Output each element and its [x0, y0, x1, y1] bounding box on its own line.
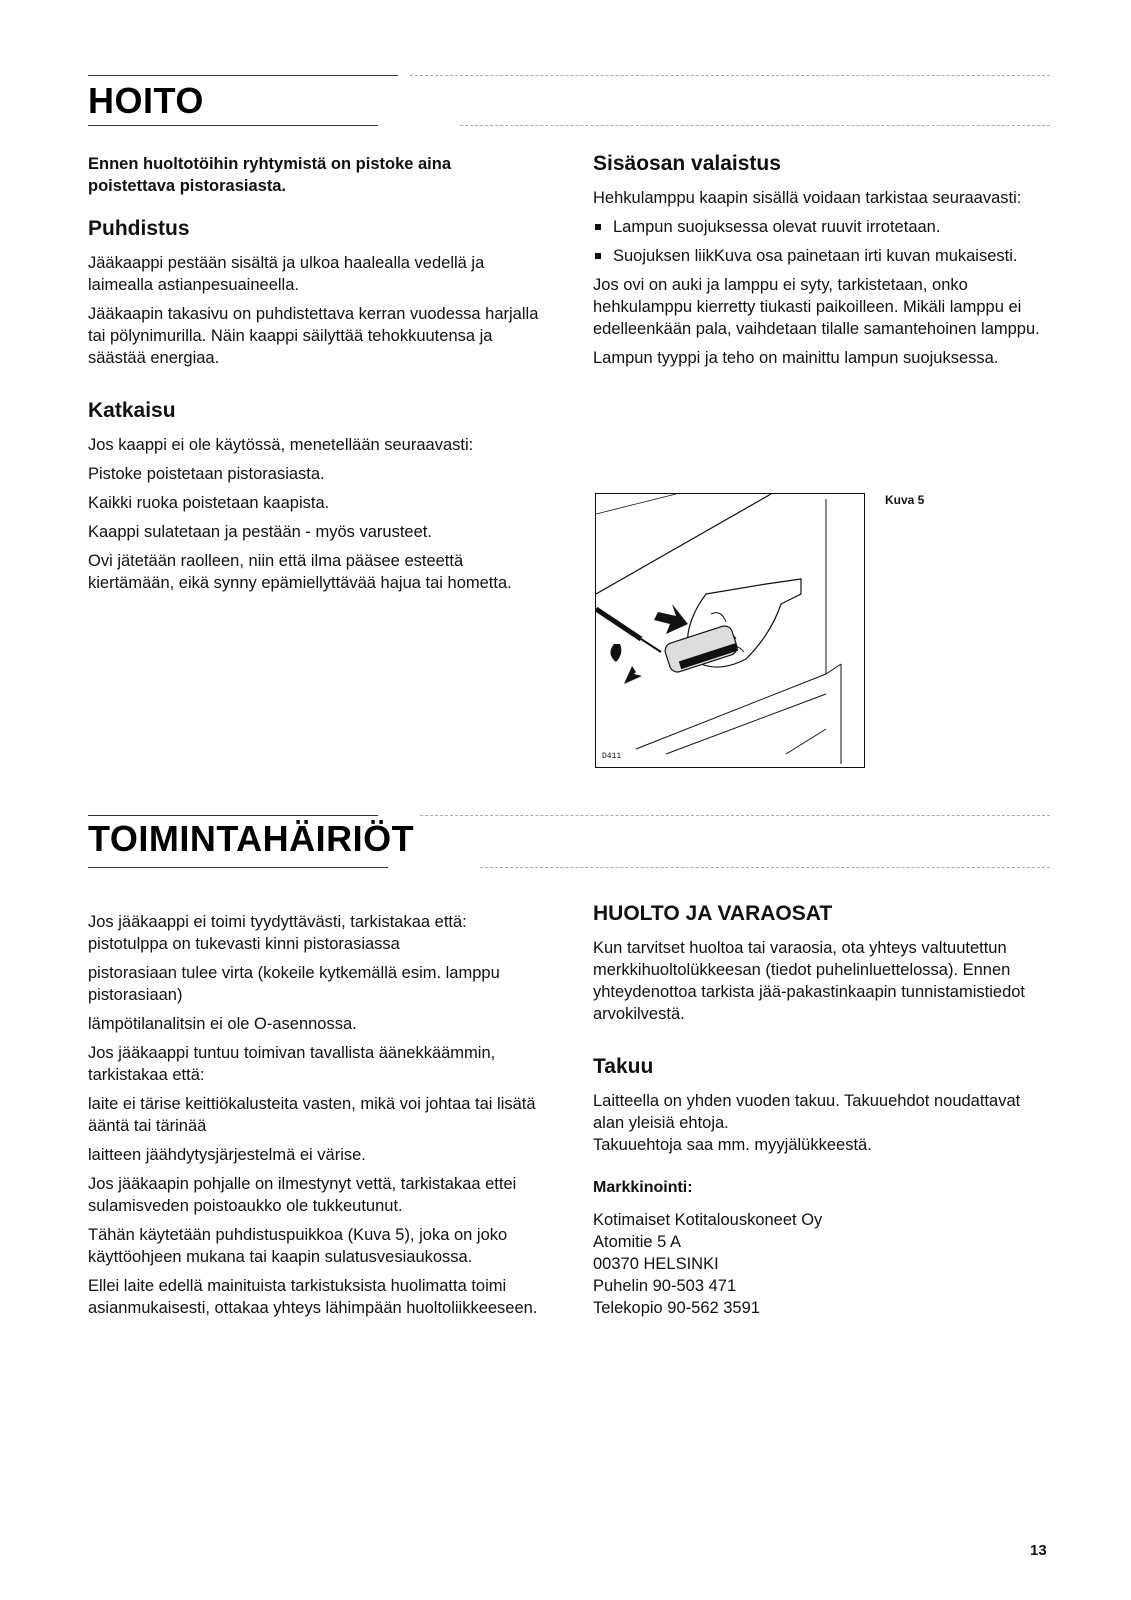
takuu-line: Takuuehtoja saa mm. myyjälükkeestä. — [593, 1136, 872, 1154]
huolto-heading: HUOLTO JA VARAOSAT — [593, 902, 833, 925]
markkinointi-line: Telekopio 90-562 3591 — [593, 1299, 760, 1317]
katkaisu-paragraph: Pistoke poistetaan pistorasiasta. — [88, 465, 325, 483]
toimintahairiot-column — [88, 911, 540, 1326]
hairio-paragraph: Ellei laite edellä mainituista tarkistuksista huolimatta toimi asianmukaisesti, ottakaa yhteys lähimpään huoltoliikkeeseen. — [88, 1277, 538, 1317]
valaistus-column — [593, 153, 1045, 376]
hoito-intro: Ennen huoltotöihin ryhtymistä on pistoke aina poistettava pistorasiasta. — [88, 155, 452, 195]
markkinointi-line: Kotimaiset Kotitalouskoneet Oy — [593, 1211, 823, 1229]
page-number: 13 — [1030, 1542, 1047, 1559]
list-item: Lampun suojuksessa olevat ruuvit irrotetaan. — [593, 216, 1045, 238]
valaistus-paragraph: Jos ovi on auki ja lamppu ei syty, tarkistetaan, onko hehkulamppu kierretty tiukasti paikoilleen. Mikäli lamppu ei edelleenkään pala, vaihdetaan tilalle samantehoinen lamppu. — [593, 276, 1040, 338]
takuu-heading: Takuu — [593, 1055, 654, 1078]
valaistus-paragraph: Lampun tyyppi ja teho on mainittu lampun suojuksessa. — [593, 349, 999, 367]
hoito-bottom-rule-dotted — [460, 125, 1050, 126]
hairio-paragraph: pistorasiaan tulee virta (kokeile kytkemällä esim. lamppu pistorasiaan) — [88, 964, 500, 1004]
markkinointi-heading: Markkinointi: — [593, 1179, 693, 1196]
hairio-paragraph: lämpötilanalitsin ei ole O-asennossa. — [88, 1015, 357, 1033]
takuu-line: Laitteella on yhden vuoden takuu. Takuuehdot noudattavat alan yleisiä ehtoja. — [593, 1092, 1021, 1132]
katkaisu-paragraph: Kaappi sulatetaan ja pestään - myös varusteet. — [88, 523, 432, 541]
toimintahairiot-bottom-rule — [88, 867, 388, 868]
hairio-paragraph: laite ei tärise keittiökalusteita vasten, mikä voi johtaa tai lisätä ääntä tai tärinää — [88, 1095, 536, 1135]
hoito-top-rule-dotted — [410, 75, 1050, 76]
figure-code: D411 — [602, 752, 622, 761]
puhdistus-paragraph: Jääkaappi pestään sisältä ja ulkoa haalealla vedellä ja laimealla astianpesuaineella. — [88, 254, 485, 294]
huolto-column — [593, 903, 1045, 1319]
hoito-left-column — [88, 153, 540, 601]
katkaisu-paragraph: Kaikki ruoka poistetaan kaapista. — [88, 494, 330, 512]
hoito-title: HOITO — [88, 80, 204, 121]
hairio-paragraph: Jos jääkaappi tuntuu toimivan tavallista äänekkäämmin, tarkistakaa että: — [88, 1044, 496, 1084]
valaistus-intro: Hehkulamppu kaapin sisällä voidaan tarkistaa seuraavasti: — [593, 189, 1022, 207]
valaistus-heading: Sisäosan valaistus — [593, 152, 781, 175]
figure-caption: Kuva 5 — [885, 493, 925, 507]
puhdistus-paragraph: Jääkaapin takasivu on puhdistettava kerran vuodessa harjalla tai pölynimurilla. Näin kaappi säilyttää tehokkuutensa ja säästää energiaa. — [88, 305, 539, 367]
lamp-cover-illustration — [596, 494, 865, 768]
toimintahairiot-bottom-rule-dotted — [480, 867, 1050, 868]
katkaisu-paragraph: Ovi jätetään raolleen, niin että ilma pääsee esteettä kiertämään, eikä synny epämiellyttävää hajua tai hometta. — [88, 552, 512, 592]
bullet-icon — [595, 224, 601, 230]
markkinointi-line: 00370 HELSINKI — [593, 1255, 719, 1273]
hoito-bottom-rule — [88, 125, 378, 126]
hairio-paragraph: Tähän käytetään puhdistuspuikkoa (Kuva 5), joka on joko käyttöohjeen mukana tai kaapin sulatusvesiaukossa. — [88, 1226, 508, 1266]
toimintahairiot-title: TOIMINTAHÄIRIÖT — [88, 818, 415, 859]
markkinointi-line: Puhelin 90-503 471 — [593, 1277, 737, 1295]
hairio-paragraph: laitteen jäähdytysjärjestelmä ei värise. — [88, 1146, 366, 1164]
puhdistus-heading: Puhdistus — [88, 217, 190, 240]
list-item: Suojuksen liikKuva osa painetaan irti kuvan mukaisesti. — [593, 245, 1045, 267]
bullet-icon — [595, 253, 601, 259]
toimintahairiot-top-rule-dotted — [420, 815, 1050, 816]
lamp-cover-figure — [595, 493, 865, 768]
markkinointi-line: Atomitie 5 A — [593, 1233, 682, 1251]
hairio-paragraph: Jos jääkaappi ei toimi tyydyttävästi, tarkistakaa että: pistotulppa on tukevasti kinni pistorasiassa — [88, 913, 467, 953]
toimintahairiot-top-rule — [88, 815, 378, 816]
valaistus-bullet-list — [593, 216, 1045, 267]
huolto-paragraph: Kun tarvitset huoltoa tai varaosia, ota yhteys valtuutettun merkkihuoltolükkeesan (tiedot puhelinluettelossa). Ennen yhteydenottoa tarkista jää-pakastinkaapin tunnistamistiedot arvokilvestä. — [593, 939, 1026, 1023]
katkaisu-heading: Katkaisu — [88, 399, 176, 422]
katkaisu-paragraph: Jos kaappi ei ole käytössä, menetellään seuraavasti: — [88, 436, 474, 454]
hoito-top-rule — [88, 75, 398, 76]
hairio-paragraph: Jos jääkaapin pohjalle on ilmestynyt vettä, tarkistakaa ettei sulamisveden poistoaukko ole tukkeutunut. — [88, 1175, 517, 1215]
